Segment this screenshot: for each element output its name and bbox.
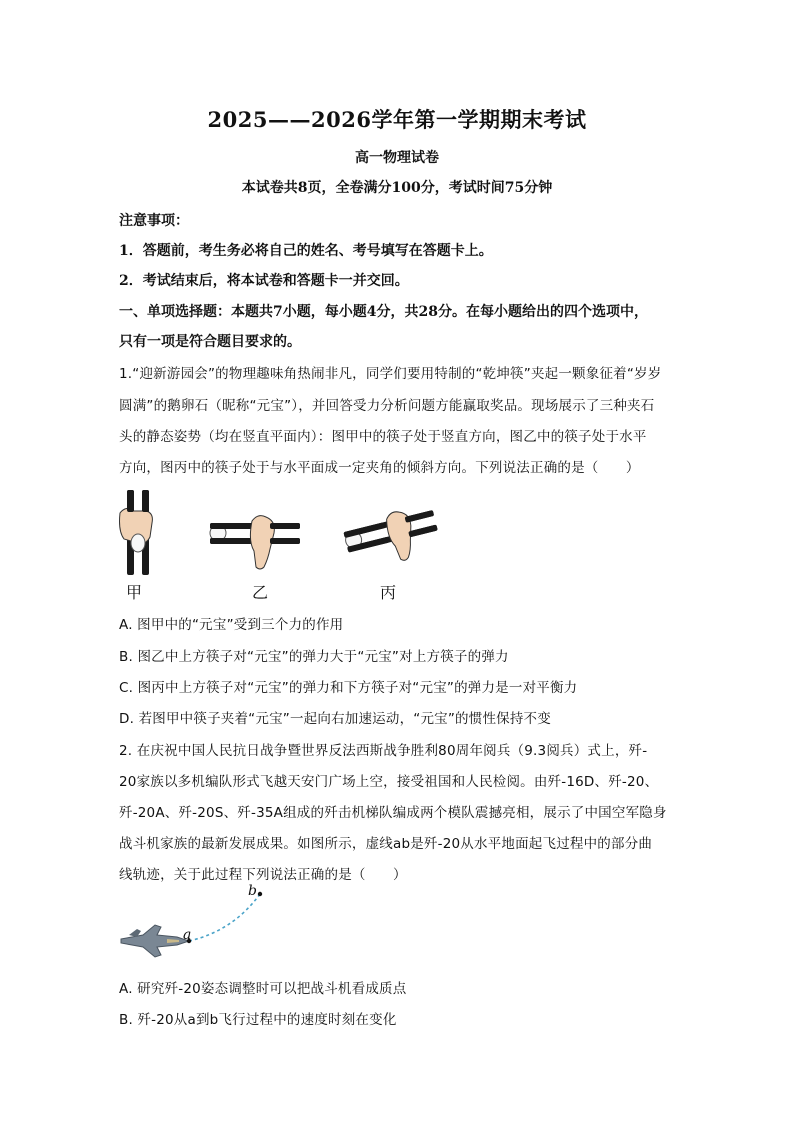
q1-stem-line1: 1.“迎新游园会”的物理趣味角热闹非凡，同学们要用特制的“乾坤筷”夹起一颗象征着“岁岁 bbox=[119, 366, 662, 382]
exam-info: 本试卷共8页，全卷满分100分，考试时间75分钟 bbox=[241, 180, 553, 196]
section1-intro-line2: 只有一项是符合题目要求的。 bbox=[119, 334, 301, 350]
q2-option-b: B. 歼-20从a到b飞行过程中的速度时刻在变化 bbox=[119, 1012, 397, 1028]
q1-stem-line4: 方向，图丙中的筷子处于与水平面成一定夹角的倾斜方向。下列说法正确的是（ ） bbox=[119, 460, 640, 476]
figure-jia-vertical-chopsticks bbox=[120, 490, 153, 575]
figure-bing-inclined-chopsticks bbox=[342, 503, 443, 573]
notes-item-2: 2．考试结束后，将本试卷和答题卡一并交回。 bbox=[119, 273, 409, 289]
figure-label-jia: 甲 bbox=[126, 583, 143, 602]
point-b-marker bbox=[258, 892, 262, 896]
q2-stem-line1: 2. 在庆祝中国人民抗日战争暨世界反法西斯战争胜利80周年阅兵（9.3阅兵）式上，歼- bbox=[119, 743, 648, 759]
chopsticks-figure bbox=[110, 485, 450, 580]
q1-option-a: A. 图甲中的“元宝”受到三个力的作用 bbox=[119, 617, 344, 633]
q2-stem-line4: 战斗机家族的最新发展成果。如图所示，虚线ab是歼-20从水平地面起飞过程中的部分曲 bbox=[119, 836, 653, 852]
q2-stem-line5: 线轨迹，关于此过程下列说法正确的是（ ） bbox=[119, 867, 407, 883]
q2-option-a: A. 研究歼-20姿态调整时可以把战斗机看成质点 bbox=[119, 981, 407, 997]
trajectory-curve bbox=[189, 894, 260, 941]
jet-icon bbox=[121, 925, 192, 957]
point-b-label: b bbox=[248, 883, 257, 899]
q1-option-c: C. 图丙中上方筷子对“元宝”的弹力和下方筷子对“元宝”的弹力是一对平衡力 bbox=[119, 680, 578, 696]
q2-stem-line3: 歼-20A、歼-20S、歼-35A组成的歼击机梯队编成两个模队震撼亮相，展示了中国空军隐身 bbox=[119, 805, 667, 821]
exam-title: 2025——2026学年第一学期期末考试 bbox=[207, 107, 587, 132]
notes-item-1: 1．答题前，考生务必将自己的姓名、考号填写在答题卡上。 bbox=[119, 243, 493, 259]
point-a-label: a bbox=[183, 927, 192, 943]
q1-option-d: D. 若图甲中筷子夹着“元宝”一起向右加速运动，“元宝”的惯性保持不变 bbox=[119, 711, 551, 727]
exam-subtitle: 高一物理试卷 bbox=[355, 150, 439, 166]
q2-stem-line2: 20家族以多机编队形式飞越天安门广场上空，接受祖国和人民检阅。由歼-16D、歼-20、 bbox=[119, 774, 659, 790]
section1-intro-line1: 一、单项选择题：本题共7小题，每小题4分，共28分。在每小题给出的四个选项中， bbox=[119, 304, 648, 320]
q1-option-b: B. 图乙中上方筷子对“元宝”的弹力大于“元宝”对上方筷子的弹力 bbox=[119, 649, 509, 665]
figure-label-yi: 乙 bbox=[252, 583, 269, 602]
figure-label-bing: 丙 bbox=[380, 583, 397, 602]
figure-yi-horizontal-chopsticks bbox=[210, 516, 300, 569]
notes-heading: 注意事项： bbox=[119, 213, 189, 229]
q1-stem-line2: 圆满”的鹅卵石（昵称“元宝”），并回答受力分析问题方能赢取奖品。现场展示了三种夹石 bbox=[119, 398, 655, 414]
q1-stem-line3: 头的静态姿势（均在竖直平面内）：图甲中的筷子处于竖直方向，图乙中的筷子处于水平 bbox=[119, 429, 647, 445]
